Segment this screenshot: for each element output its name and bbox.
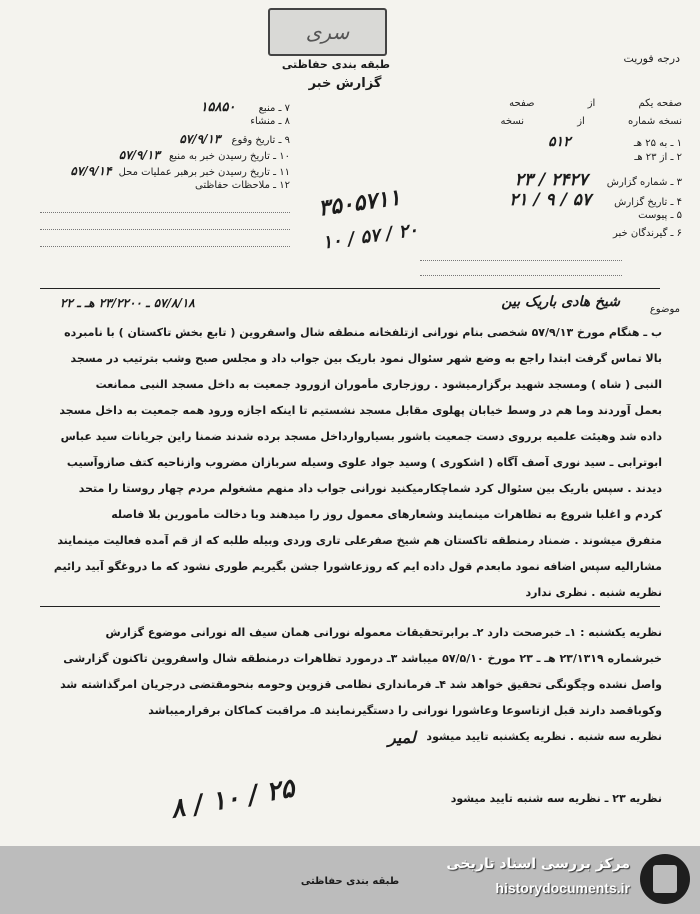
field-ops-receipt-date: ۱۱ ـ تاریخ رسیدن خبر برهبر عملیات محل ۵۷/۹/۱۴ [70, 164, 290, 178]
opinion-line: نظریه یکشنبه : ۱ـ خبرصحت دارد ۲ـ برابرتحقیقات معموله نورانی همان سیف اله نورانی موضوع گزارش [105, 626, 662, 639]
body-line: مشارالیه سپس اضافه نمود مابعدم قول داده ایم که روزعاشورا جشن بگیریم طوری نشود که ما دروغگو آبید رائیم [53, 560, 662, 573]
handwritten-signature: ۸ / ۱۰ / ۲۵ [168, 773, 297, 825]
blank-line [40, 213, 290, 230]
field-recipients: ۶ ـ گیرندگان خبر [612, 228, 682, 239]
field-report-date: ۴ ـ تاریخ گزارش ۵۷ / ۹ / ۲۱ [509, 190, 682, 210]
stamp-text: سری [305, 20, 350, 44]
archive-url: historydocuments.ir [495, 880, 630, 896]
divider [40, 606, 660, 607]
body-line: ابوترابی ـ سید نوری آصف آگاه ( اشکوری ) وسید جواد علوی وسیله سربازان مضروب وازناحیه کتف صازوآسیب [66, 456, 662, 469]
body-line: داده شد وهیئت علمیه برروی دست جمعیت باشور بسیاروارداخل مسجد برده شدند ضمنا راین جریانات سید عباس [60, 430, 662, 443]
field-occurrence-date: ۹ ـ تاریخ وقوع ۵۷/۹/۱۳ [179, 132, 290, 146]
field-source-receipt-date: ۱۰ ـ تاریخ رسیدن خبر به منبع ۵۷/۹/۱۳ [118, 148, 290, 162]
subject-label: موضوع [649, 304, 680, 315]
urgency-label: درجه فوریت [623, 52, 680, 65]
body-line: بالا تماس گرفت ابتدا راجع به وضع شهر سئوال نمود باریک بین جواب داد و مجلس صبح وشب بترتیب در مسجد [70, 352, 662, 365]
archive-brand: مرکز بررسی اسناد تاریخی [446, 856, 630, 872]
field-source: ۷ ـ منبع ۱۵۸۵۰ [200, 100, 290, 115]
blank-line [420, 261, 622, 276]
field-report-number: ۳ ـ شماره گزارش ۲۴۲۷ / ۲۳ [514, 170, 682, 190]
field-attachment: ۵ ـ پیوست [638, 210, 682, 221]
body-line: متفرق میشوند . ضمناد رمنطقه تاکستان هم شیخ صفرعلی تاری وردی وبیله طلبه که از قم آمده فعالیت مینمایند [57, 534, 662, 547]
body-line: نظریه شنبه . نظری ندارد [525, 586, 662, 599]
left-field-list [20, 100, 290, 247]
opinion-line: نظریه سه شنبه . نظریه یکشنبه تایید میشود [426, 730, 662, 743]
page-title: گزارش خبر [308, 76, 382, 91]
handwritten-date: ۱۰ / ۵۷ / ۲۰ [321, 219, 420, 254]
field-origin: ۸ ـ منشاء [250, 116, 290, 127]
secret-stamp [268, 8, 387, 56]
opinion-line: واصل نشده وچگونگی تحقیق خواهد شد ۴ـ فرمانداری نظامی قزوین وحومه بنحومقتضی درجریان امرگذاشته شد [60, 678, 662, 691]
body-line: دیدند . سپس باریک بین سئوال کرد شماچکارمیکنید نورانی جواب داد منهم مشغولم مردم چهار روستا را متحد [78, 482, 662, 495]
archive-logo-icon [640, 854, 690, 904]
body-line: النبی ( شاه ) ومسجد شهید برگزارمیشود . روزجاری مأموران ازورود جمعیت به داخل مسجد النبی ممانعت [95, 378, 662, 391]
watermark-footer [0, 846, 700, 914]
body-line: بعمل آوردند وما هم در وسط خیابان پهلوی مقابل مسجد نشستیم تا اینکه اجازه ورود همه جمعیت به داخل مسجد [59, 404, 662, 417]
blank-line [40, 196, 290, 213]
blank-line [420, 246, 622, 261]
initials-signature: لمیر [388, 728, 416, 747]
opinion-line: نظریه ۲۳ ـ نظریه سه شنبه تایید میشود [450, 792, 662, 805]
body-line: کردم و اغلبا شروع به تظاهرات مینمایند وشعارهای معمول روز را میدهند وبا دخالت مأمورین بلا فاصله [111, 508, 662, 521]
classification-label: طبقه بندی حفاظتی [281, 58, 390, 71]
handwritten-number: ۳۵۰۵۷۱۱ [316, 184, 403, 222]
subject-value: شیخ هادی باریک بین [501, 294, 620, 310]
subject-reference: ۵۷/۸/۱۸ ـ ۲۳/۲۲۰۰ هـ ـ ۲۲ [60, 296, 195, 310]
blank-line [40, 230, 290, 247]
opinion-line: خبرشماره ۲۳/۱۳۱۹ هـ ـ ۲۳ مورخ ۵۷/۵/۱۰ میباشد ۳ـ درمورد تظاهرات درمنطقه شال واسفروین تاکنون گزارشی [63, 652, 662, 665]
field-copy: نسخه شماره از نسخه [500, 116, 682, 127]
field-from: ۲ ـ از ۲۳ هـ [634, 152, 682, 163]
opinion-line: وکوباقصد دارند قبل ازتاسوعا وعاشورا نورانی را دستگیرنمایند ۵ـ مراقبت کماکان برقرارمیباشد [148, 704, 662, 717]
footer-classification: طبقه بندی حفاظتی [300, 876, 400, 887]
field-page: صفحه یکم از صفحه [509, 98, 682, 109]
field-to: ۱ ـ به ۲۵ هـ ۵۱۲ [548, 134, 682, 150]
body-line: ب ـ هنگام مورخ ۵۷/۹/۱۳ شخصی بنام نورانی ازتلفخانه منطقه شال واسفروین ( تابع بخش تاکستان ) با نامبرده [64, 326, 662, 339]
field-security-notes: ۱۲ ـ ملاحظات حفاظتی [195, 180, 290, 191]
divider [40, 288, 660, 289]
right-field-list [420, 98, 682, 276]
